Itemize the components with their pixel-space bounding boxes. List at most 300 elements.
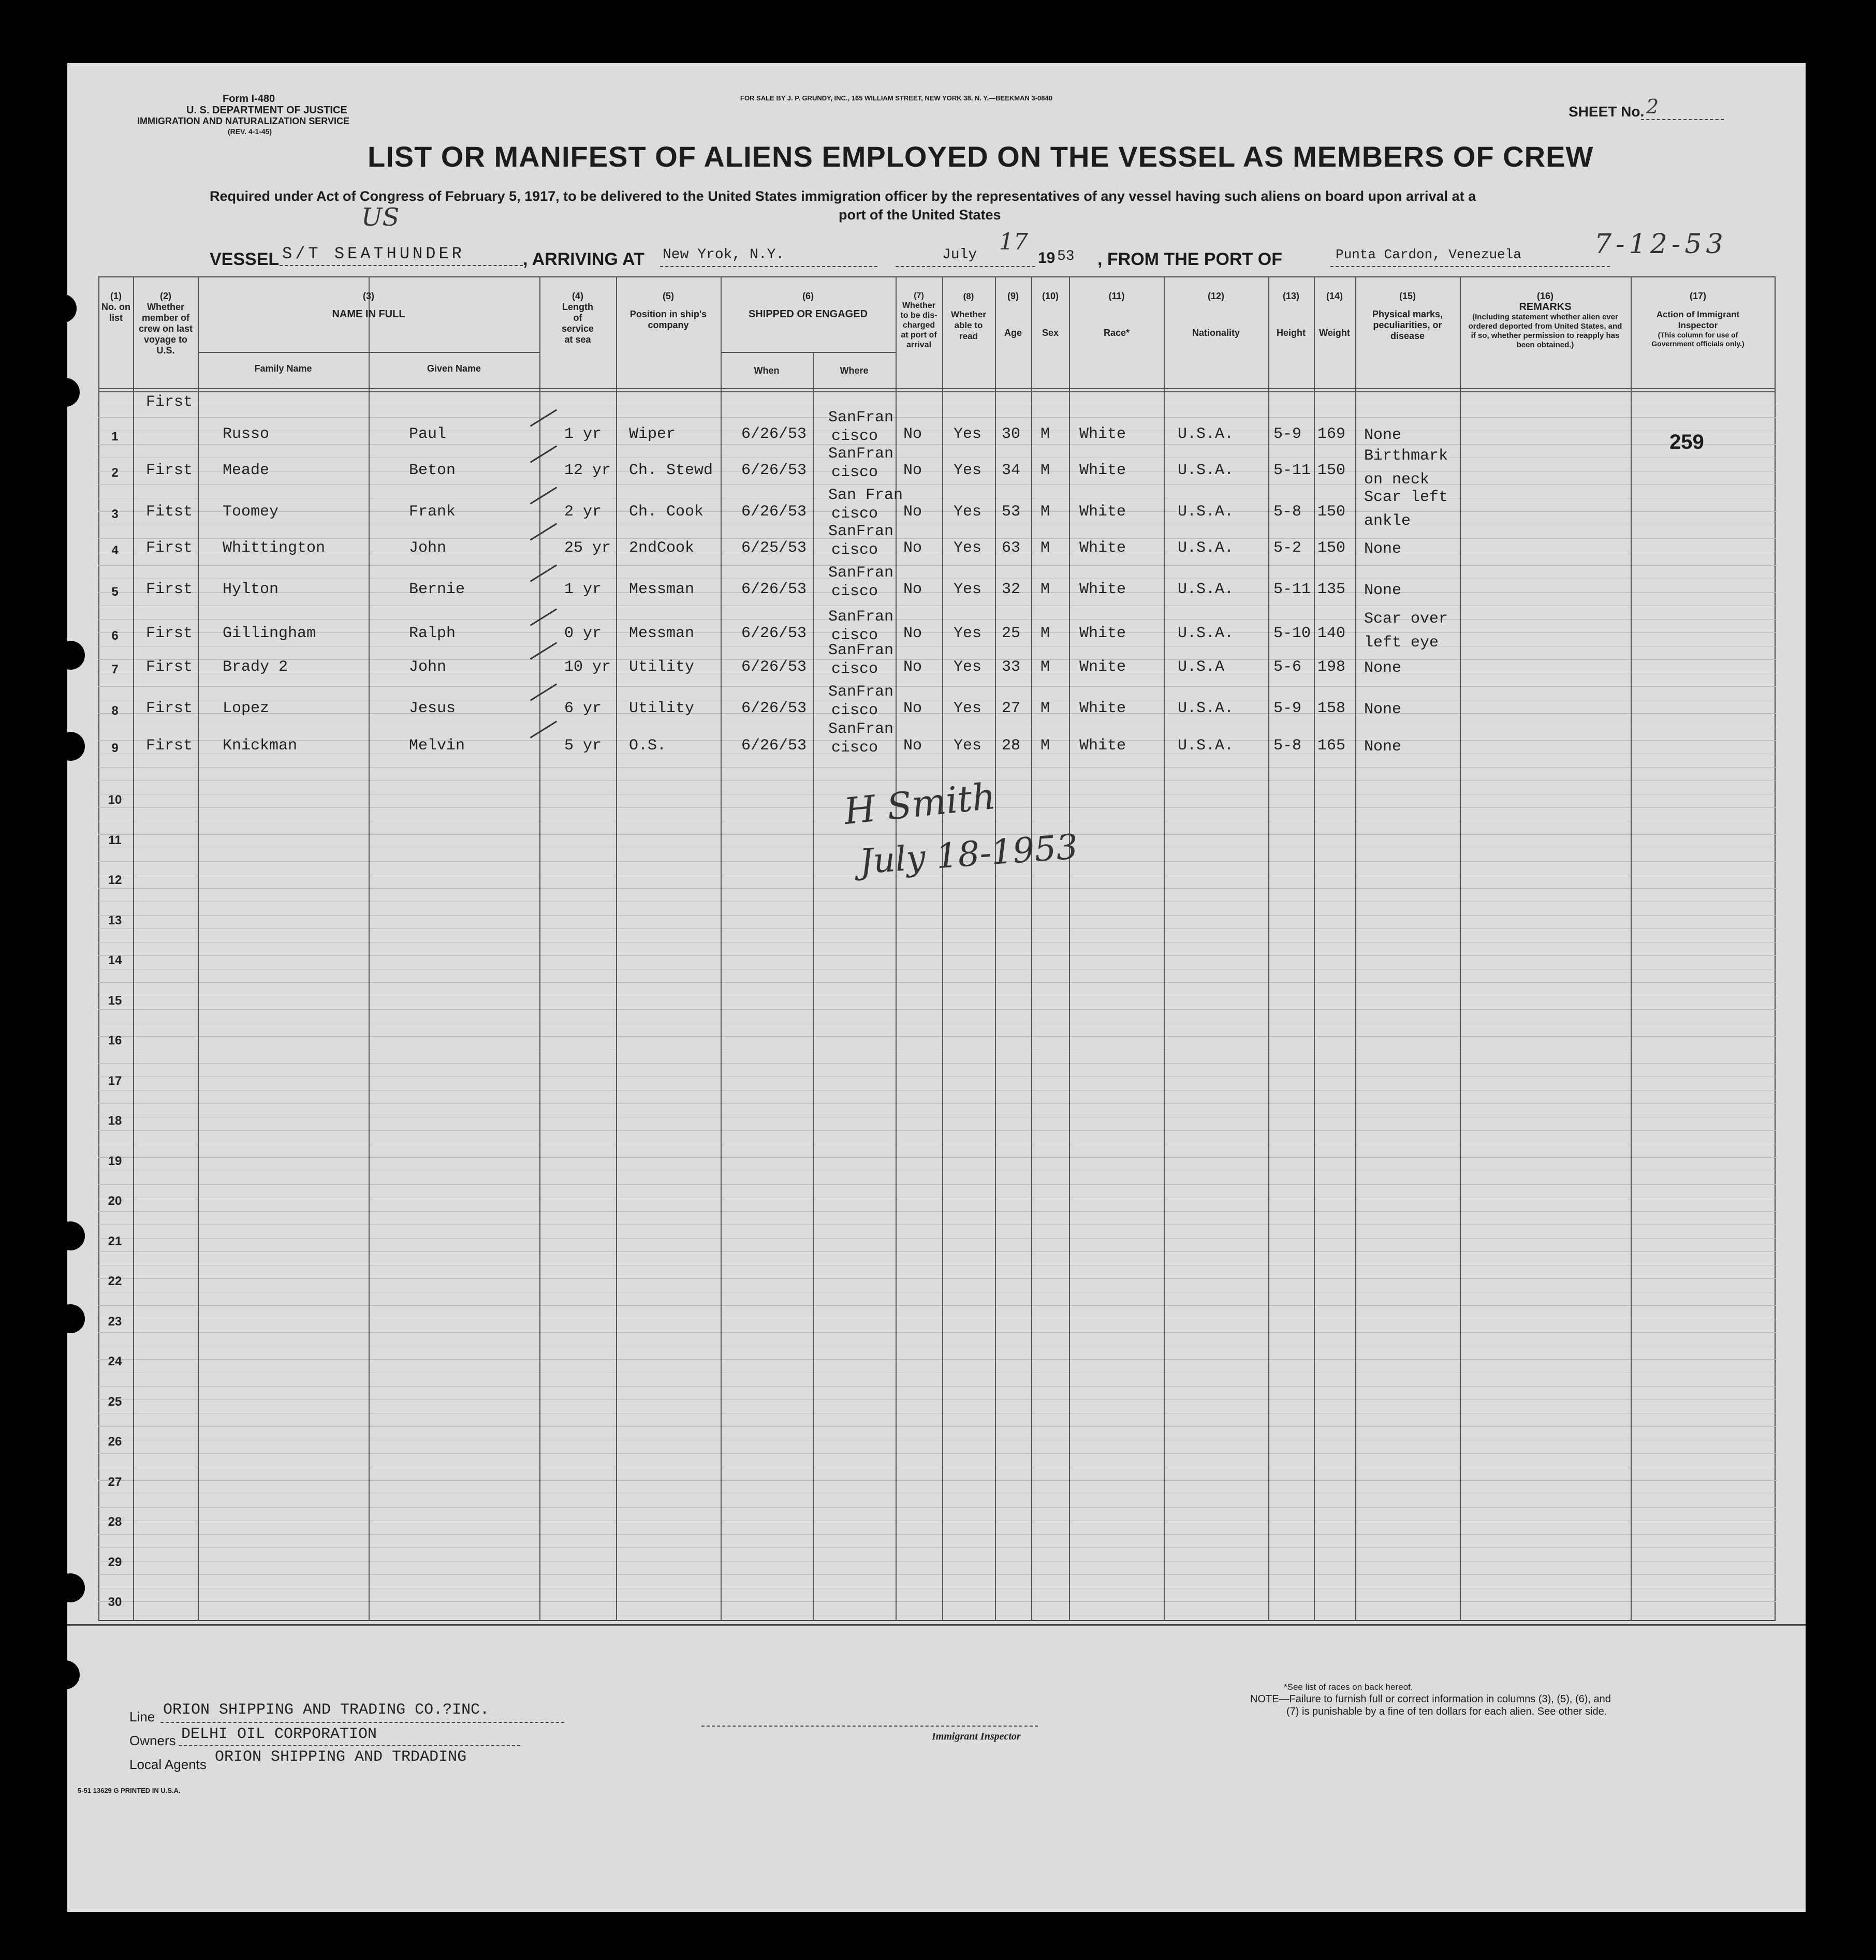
page-title: LIST OR MANIFEST OF ALIENS EMPLOYED ON THE VESSEL AS MEMBERS OF CREW xyxy=(368,140,1594,173)
family-name: Knickman xyxy=(223,737,298,755)
shipped-where-1: SanFran xyxy=(828,642,894,659)
row-number: 5 xyxy=(111,585,119,599)
ruled-line xyxy=(98,686,1776,687)
department: U. S. DEPARTMENT OF JUSTICE xyxy=(186,105,347,116)
service-length: 25 yr xyxy=(564,539,611,557)
weight: 198 xyxy=(1317,658,1346,676)
race: White xyxy=(1079,581,1126,598)
races-note: *See list of races on back hereof. xyxy=(1284,1682,1413,1692)
row-number: 29 xyxy=(108,1555,122,1569)
date-underline xyxy=(896,266,1035,267)
vessel-value: S/T SEATHUNDER xyxy=(282,244,465,263)
position: Wiper xyxy=(629,425,676,443)
weight: 150 xyxy=(1317,462,1346,479)
discharged: No xyxy=(903,539,922,557)
sex: M xyxy=(1040,625,1050,642)
service-length: 12 yr xyxy=(564,462,611,479)
able-to-read: Yes xyxy=(954,462,982,479)
revision: (REV. 4-1-45) xyxy=(228,127,272,136)
sale-line: FOR SALE BY J. P. GRUNDY, INC., 165 WILLIAM STREET, NEW YORK 38, N. Y.—BEEKMAN 3-0840 xyxy=(740,94,1052,102)
family-name: Meade xyxy=(223,462,270,479)
shipped-subline xyxy=(721,352,896,353)
ruled-line xyxy=(98,713,1776,714)
physical-marks-1: Scar left xyxy=(1364,489,1448,506)
shipped-when: 6/26/53 xyxy=(741,700,807,717)
shipped-where-1: SanFran xyxy=(828,409,894,426)
inspector-label: Immigrant Inspector xyxy=(932,1731,1021,1742)
physical-marks-1: None xyxy=(1364,540,1402,558)
subtitle-line-2: port of the United States xyxy=(839,207,1001,223)
shipped-where-1: SanFran xyxy=(828,564,894,582)
footer-rule xyxy=(67,1624,1806,1626)
position: Ch. Stewd xyxy=(629,462,713,479)
physical-marks-1: None xyxy=(1364,738,1402,756)
shipped-where-2: cisco xyxy=(831,464,878,481)
ruled-line xyxy=(98,565,1776,566)
shipped-when: 6/26/53 xyxy=(741,425,807,443)
row-number: 23 xyxy=(108,1314,122,1329)
row-number: 15 xyxy=(108,993,122,1008)
col12-header: (12) Nationality xyxy=(1192,291,1240,338)
where-divider xyxy=(813,352,814,1621)
weight: 150 xyxy=(1317,539,1346,557)
col5-header: (5) Position in ship's company xyxy=(629,291,707,330)
row-number: 18 xyxy=(108,1114,122,1128)
ruled-line xyxy=(98,982,1776,983)
race: White xyxy=(1079,737,1126,755)
col4-header: (4) Length of service at sea xyxy=(561,291,594,345)
shipped-where-2: cisco xyxy=(831,428,878,445)
height: 5-11 xyxy=(1273,462,1311,479)
ruled-line xyxy=(98,1009,1776,1010)
arrival-day: 17 xyxy=(999,229,1028,255)
family-name: Lopez xyxy=(223,700,270,717)
col2-header: (2) Whether member of crew on last voyage to U.S. xyxy=(138,291,193,356)
ruled-line xyxy=(98,1601,1776,1602)
owners-value: DELHI OIL CORPORATION xyxy=(181,1726,377,1743)
col-line xyxy=(1355,276,1356,1621)
shipped-where-1: SanFran xyxy=(828,608,894,626)
family-name: Toomey xyxy=(223,503,279,521)
shipped-when: 6/26/53 xyxy=(741,658,807,676)
discharged: No xyxy=(903,425,922,443)
from-port-value: Punta Cardon, Venezuela xyxy=(1336,247,1521,262)
printed-line: 5-51 13629 G PRINTED IN U.S.A. xyxy=(78,1787,181,1794)
col14-header: (14) Weight xyxy=(1319,291,1350,338)
row-number: 19 xyxy=(108,1154,122,1168)
col6b-header: Where xyxy=(840,365,869,376)
ruled-line xyxy=(98,444,1776,445)
ruled-line xyxy=(98,1238,1776,1239)
physical-marks-2: left eye xyxy=(1364,634,1439,652)
punch-hole xyxy=(56,641,85,670)
weight: 158 xyxy=(1317,700,1346,717)
age: 28 xyxy=(1002,737,1021,755)
age: 32 xyxy=(1002,581,1021,598)
ruled-line xyxy=(98,767,1776,768)
sex: M xyxy=(1040,658,1050,676)
given-name: Frank xyxy=(409,503,456,521)
agents-label: Local Agents xyxy=(129,1757,207,1772)
nationality: U.S.A xyxy=(1178,658,1225,676)
ruled-line xyxy=(98,417,1776,418)
service-length: 2 yr xyxy=(564,503,602,521)
nationality: U.S.A. xyxy=(1178,581,1234,598)
weight: 150 xyxy=(1317,503,1346,521)
height: 5-10 xyxy=(1273,625,1311,642)
col9-header: (9) Age xyxy=(1004,291,1022,338)
ruled-line xyxy=(98,1359,1776,1360)
given-name: Ralph xyxy=(409,625,456,642)
service-length: 1 yr xyxy=(564,425,602,443)
position: 2ndCook xyxy=(629,539,695,557)
service-name: IMMIGRATION AND NATURALIZATION SERVICE xyxy=(137,116,349,126)
crew-member-flag: First xyxy=(146,462,193,479)
race: White xyxy=(1079,503,1126,521)
race: White xyxy=(1079,539,1126,557)
sex: M xyxy=(1040,503,1050,521)
shipped-where-1: SanFran xyxy=(828,445,894,463)
row-number: 25 xyxy=(108,1394,122,1409)
col-line xyxy=(369,276,370,1621)
physical-marks-1: None xyxy=(1364,582,1402,599)
ruled-line xyxy=(98,1386,1776,1387)
crew-member-flag: First xyxy=(146,581,193,598)
family-name: Brady 2 xyxy=(223,658,288,676)
ruled-line xyxy=(98,619,1776,620)
nationality: U.S.A. xyxy=(1178,503,1234,521)
position: Utility xyxy=(629,700,695,717)
shipped-when: 6/26/53 xyxy=(741,462,807,479)
col3-header: (3) NAME IN FULL xyxy=(332,291,405,320)
owners-label: Owners xyxy=(129,1733,176,1748)
col3a-header: Family Name xyxy=(254,363,312,374)
position: O.S. xyxy=(629,737,667,755)
sex: M xyxy=(1040,425,1050,443)
race: White xyxy=(1079,625,1126,642)
col-line xyxy=(198,276,199,1621)
ruled-line xyxy=(98,592,1776,593)
service-length: 5 yr xyxy=(564,737,602,755)
row-number: 30 xyxy=(108,1595,122,1609)
vessel-underline xyxy=(280,265,523,266)
punch-hole xyxy=(56,1304,85,1333)
col8-header: (8) Whether able to read xyxy=(951,291,986,341)
ruled-line xyxy=(98,1103,1776,1104)
fine-note-2: (7) is punishable by a fine of ten dollars for each alien. See other side. xyxy=(1286,1706,1607,1717)
col1-header: (1) No. on list xyxy=(101,291,130,323)
from-port-label: , FROM THE PORT OF xyxy=(1097,249,1282,269)
row-number: 1 xyxy=(111,430,119,444)
signature-date: July 18-1953 xyxy=(858,827,1079,882)
nationality: U.S.A. xyxy=(1178,625,1234,642)
service-length: 6 yr xyxy=(564,700,602,717)
age: 63 xyxy=(1002,539,1021,557)
shipped-where-2: cisco xyxy=(831,702,878,719)
sex: M xyxy=(1040,737,1050,755)
given-name: Melvin xyxy=(409,737,465,755)
given-name: Paul xyxy=(409,425,447,443)
col6-header: (6) SHIPPED OR ENGAGED xyxy=(748,291,868,320)
crew-member-flag: First xyxy=(146,393,193,411)
col11-header: (11) Race* xyxy=(1103,291,1130,338)
shipped-when: 6/26/53 xyxy=(741,581,807,598)
able-to-read: Yes xyxy=(954,539,982,557)
ruled-line xyxy=(98,740,1776,741)
weight: 135 xyxy=(1317,581,1346,598)
row-number: 2 xyxy=(111,466,119,480)
col6a-header: When xyxy=(754,365,780,376)
position: Messman xyxy=(629,625,695,642)
ruled-line xyxy=(98,1130,1776,1131)
physical-marks-2: ankle xyxy=(1364,512,1411,530)
shipped-where-2: cisco xyxy=(831,739,878,757)
age: 27 xyxy=(1002,700,1021,717)
shipped-when: 6/26/53 xyxy=(741,737,807,755)
row-number: 12 xyxy=(108,873,122,887)
col15-header: (15) Physical marks, peculiarities, or disease xyxy=(1372,291,1443,341)
race: White xyxy=(1079,700,1126,717)
ruled-line xyxy=(98,1157,1776,1158)
able-to-read: Yes xyxy=(954,425,982,443)
discharged: No xyxy=(903,625,922,642)
header-bottom-line xyxy=(98,388,1776,389)
ruled-line xyxy=(98,511,1776,512)
from-underline xyxy=(1330,266,1610,267)
discharged: No xyxy=(903,737,922,755)
row-number: 7 xyxy=(111,662,119,676)
ruled-line xyxy=(98,1426,1776,1427)
ruled-line xyxy=(98,1305,1776,1306)
ruled-line xyxy=(98,955,1776,956)
height: 5-8 xyxy=(1273,503,1302,521)
ruled-line xyxy=(98,1036,1776,1037)
col-line xyxy=(995,276,996,1621)
manifest-sheet xyxy=(67,63,1806,1912)
row-number: 17 xyxy=(108,1073,122,1088)
ruled-line xyxy=(98,538,1776,539)
col-line xyxy=(721,276,722,1621)
arriving-label: , ARRIVING AT xyxy=(523,249,644,269)
service-length: 10 yr xyxy=(564,658,611,676)
weight: 169 xyxy=(1317,425,1346,443)
discharged: No xyxy=(903,503,922,521)
race: Wnite xyxy=(1079,658,1126,676)
arriving-underline xyxy=(660,266,877,267)
row-number: 27 xyxy=(108,1475,122,1489)
given-name: John xyxy=(409,539,447,557)
agents-value: ORION SHIPPING AND TRDADING xyxy=(215,1748,467,1766)
nationality: U.S.A. xyxy=(1178,462,1234,479)
row-number: 6 xyxy=(111,629,119,643)
row-number: 16 xyxy=(108,1034,122,1048)
subtitle-line-1: Required under Act of Congress of February 5, 1917, to be delivered to the United States immigration officer by the representatives of any vessel having such aliens on board upon arrival at a xyxy=(210,188,1476,204)
weight: 165 xyxy=(1317,737,1346,755)
punch-hole xyxy=(56,1221,85,1250)
ruled-line xyxy=(98,1184,1776,1185)
height: 5-2 xyxy=(1273,539,1302,557)
shipped-where-1: SanFran xyxy=(828,523,894,540)
row-number: 28 xyxy=(108,1515,122,1529)
able-to-read: Yes xyxy=(954,737,982,755)
service-length: 1 yr xyxy=(564,581,602,598)
height: 5-9 xyxy=(1273,425,1302,443)
age: 53 xyxy=(1002,503,1021,521)
inspector-signature-line xyxy=(701,1726,1038,1727)
physical-marks-1: None xyxy=(1364,659,1402,677)
nationality: U.S.A. xyxy=(1178,425,1234,443)
col-line xyxy=(616,276,617,1621)
col16-header: (16) REMARKS (Including statement whether alien ever ordered deported from United States, and if so, whether permission to reapply has been obtained.) xyxy=(1468,291,1622,349)
physical-marks-1: None xyxy=(1364,701,1402,718)
col-line xyxy=(942,276,943,1621)
sheet-label: SHEET No. xyxy=(1569,104,1645,120)
signature-name: H Smith xyxy=(842,774,998,833)
ruled-line xyxy=(98,834,1776,835)
able-to-read: Yes xyxy=(954,700,982,717)
ruled-line xyxy=(98,915,1776,916)
shipped-when: 6/25/53 xyxy=(741,539,807,557)
crew-member-flag: Fitst xyxy=(146,503,193,521)
ruled-line xyxy=(98,1453,1776,1454)
age: 33 xyxy=(1002,658,1021,676)
year-prefix: 19 xyxy=(1038,249,1056,267)
physical-marks-1: Birthmark xyxy=(1364,447,1448,465)
col-line xyxy=(1164,276,1165,1621)
col17-header: (17) Action of Immigrant Inspector (This column for use of Government officials only.) xyxy=(1651,291,1745,348)
line-underline xyxy=(160,1722,564,1723)
year-value: 53 xyxy=(1057,248,1075,264)
shipped-where-2: cisco xyxy=(831,583,878,600)
shipped-where-1: San Fran xyxy=(828,487,903,504)
shipped-where-2: cisco xyxy=(831,627,878,644)
punch-hole xyxy=(48,294,77,323)
sheet-number: 2 xyxy=(1646,95,1659,118)
fine-note: NOTE—Failure to furnish full or correct information in columns (3), (5), (6), and xyxy=(1250,1693,1611,1705)
col-line xyxy=(1314,276,1315,1621)
shipped-when: 6/26/53 xyxy=(741,503,807,521)
height: 5-8 xyxy=(1273,737,1302,755)
form-number: Form I-480 xyxy=(223,93,275,105)
col-line xyxy=(1031,276,1032,1621)
ruled-line xyxy=(98,1507,1776,1508)
ruled-line xyxy=(98,1211,1776,1212)
age: 25 xyxy=(1002,625,1021,642)
line-value: ORION SHIPPING AND TRADING CO.?INC. xyxy=(163,1701,490,1719)
row-number: 22 xyxy=(108,1274,122,1288)
col-line xyxy=(1631,276,1632,1621)
crew-member-flag: First xyxy=(146,737,193,755)
col7-header: (7) Whether to be dis-charged at port of arrival xyxy=(900,291,937,349)
sex: M xyxy=(1040,539,1050,557)
ruled-line xyxy=(98,632,1776,633)
row-number: 4 xyxy=(111,543,119,557)
sheet-underline xyxy=(1641,119,1724,120)
sex: M xyxy=(1040,581,1050,598)
row-number: 14 xyxy=(108,953,122,967)
age: 34 xyxy=(1002,462,1021,479)
row-number: 24 xyxy=(108,1354,122,1368)
line-label: Line xyxy=(129,1709,155,1725)
ruled-line xyxy=(98,1574,1776,1575)
family-name: Russo xyxy=(223,425,270,443)
height: 5-9 xyxy=(1273,700,1302,717)
shipped-where-1: SanFran xyxy=(828,720,894,738)
race: White xyxy=(1079,425,1126,443)
shipped-where-2: cisco xyxy=(831,541,878,559)
crew-member-flag: First xyxy=(146,625,193,642)
family-name: Whittington xyxy=(223,539,326,557)
col-line xyxy=(1460,276,1461,1621)
col-line xyxy=(896,276,897,1621)
row-number: 9 xyxy=(111,741,119,755)
hand-date: 7-12-53 xyxy=(1594,229,1727,260)
nationality: U.S.A. xyxy=(1178,700,1234,717)
given-name: John xyxy=(409,658,447,676)
col13-header: (13) Height xyxy=(1277,291,1306,338)
discharged: No xyxy=(903,581,922,598)
arrival-month: July xyxy=(942,247,977,263)
position: Utility xyxy=(629,658,695,676)
inspector-number: 259 xyxy=(1669,431,1704,453)
able-to-read: Yes xyxy=(954,625,982,642)
punch-hole xyxy=(56,1573,85,1602)
row-number: 13 xyxy=(108,913,122,927)
nationality: U.S.A. xyxy=(1178,737,1234,755)
ruled-line xyxy=(98,1251,1776,1252)
shipped-where-2: cisco xyxy=(831,505,878,523)
able-to-read: Yes xyxy=(954,581,982,598)
weight: 140 xyxy=(1317,625,1346,642)
ruled-line xyxy=(98,1332,1776,1333)
discharged: No xyxy=(903,700,922,717)
physical-marks-1: Scar over xyxy=(1364,610,1448,628)
ruled-line xyxy=(98,1399,1776,1400)
col10-header: (10) Sex xyxy=(1042,291,1059,338)
col-line xyxy=(539,276,540,1621)
ruled-line xyxy=(98,1278,1776,1279)
shipped-where-2: cisco xyxy=(831,660,878,678)
able-to-read: Yes xyxy=(954,658,982,676)
physical-marks-1: None xyxy=(1364,426,1402,444)
punch-hole xyxy=(51,1660,80,1689)
family-name: Gillingham xyxy=(223,625,316,642)
row-number: 26 xyxy=(108,1435,122,1449)
table-frame xyxy=(98,276,1776,1621)
discharged: No xyxy=(903,462,922,479)
given-name: Jesus xyxy=(409,700,456,717)
row-number: 21 xyxy=(108,1234,122,1248)
family-name: Hylton xyxy=(223,581,279,598)
shipped-where-1: SanFran xyxy=(828,683,894,701)
ruled-line xyxy=(98,659,1776,660)
vessel-label: VESSEL xyxy=(210,249,280,269)
ruled-line xyxy=(98,888,1776,889)
row-number: 10 xyxy=(108,793,122,807)
height: 5-11 xyxy=(1273,581,1311,598)
able-to-read: Yes xyxy=(954,503,982,521)
height: 5-6 xyxy=(1273,658,1302,676)
row-number: 20 xyxy=(108,1194,122,1208)
crew-member-flag: First xyxy=(146,658,193,676)
col-line xyxy=(1069,276,1070,1621)
sex: M xyxy=(1040,700,1050,717)
ruled-line xyxy=(98,1063,1776,1064)
col-line xyxy=(1268,276,1269,1621)
position: Ch. Cook xyxy=(629,503,704,521)
service-length: 0 yr xyxy=(564,625,602,642)
race: White xyxy=(1079,462,1126,479)
